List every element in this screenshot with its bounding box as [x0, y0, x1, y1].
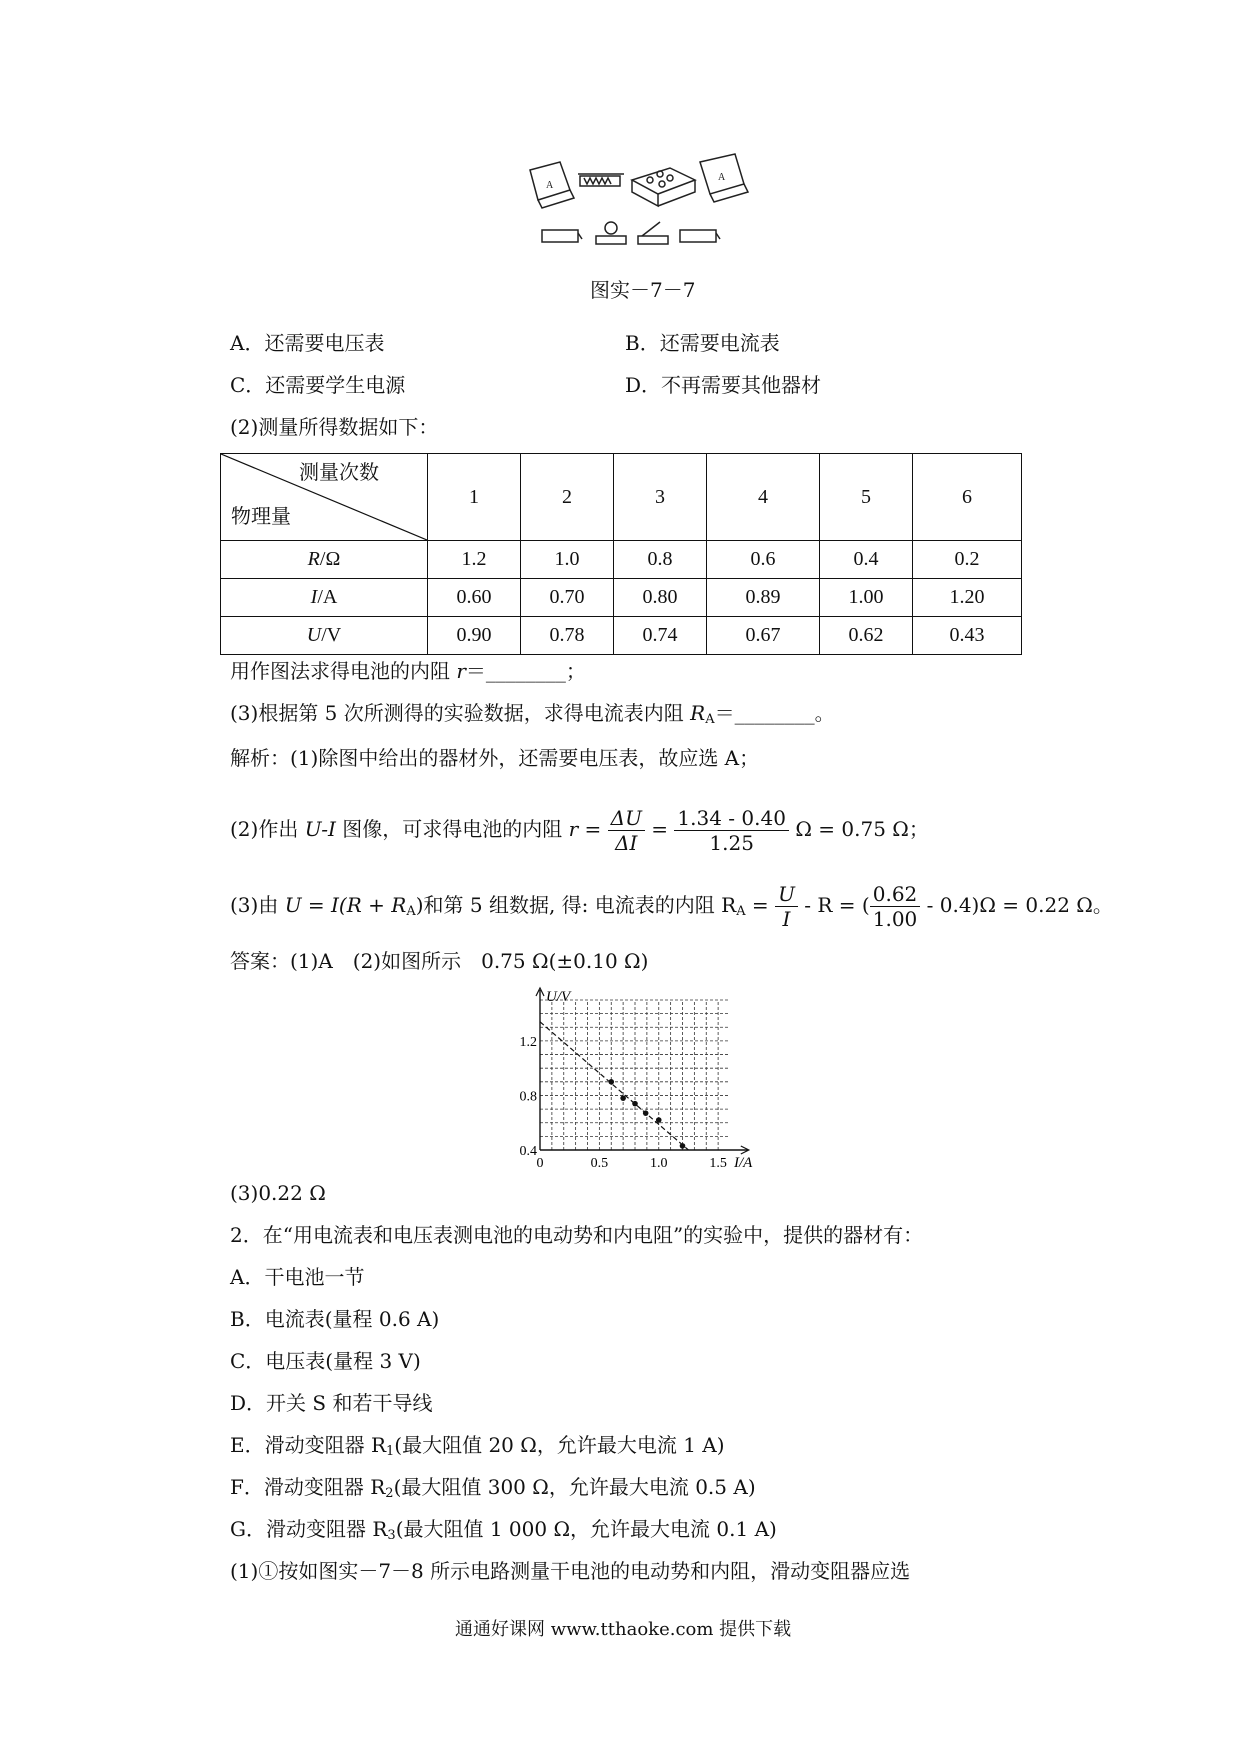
- table-cell: 1.2: [428, 541, 521, 579]
- table-cell: 0.2: [913, 541, 1022, 579]
- value-denominator: 1.25: [709, 831, 754, 855]
- sol2-eq: =: [578, 817, 608, 841]
- table-cell: 0.6: [707, 541, 820, 579]
- ammeter-icon: [530, 162, 574, 208]
- column-header: 5: [820, 454, 913, 541]
- answer-3: (3)0.22 Ω: [230, 1181, 326, 1205]
- q2-intro: (2)测量所得数据如下：: [230, 415, 439, 439]
- table-cell: 0.70: [521, 579, 614, 617]
- rheostat-sub: 3: [387, 1528, 396, 1543]
- rheostat-sub: 1: [386, 1444, 395, 1459]
- rheostat-sub: 2: [385, 1486, 394, 1501]
- delta-denominator: ΔI: [615, 831, 638, 855]
- q3-ask-text: (3)根据第 5 次所测得的实验数据，求得电流表内阻: [230, 701, 691, 725]
- equipment-b: B．电流表(量程 0.6 A): [230, 1307, 440, 1331]
- q3-ask: [230, 700, 835, 726]
- table-cell: 0.80: [614, 579, 707, 617]
- resistance-box-icon: [632, 168, 695, 206]
- ui-chart: [515, 985, 770, 1180]
- page-footer: 通通好课网 www.tthaoke.com 提供下载: [455, 1619, 792, 1640]
- x-tick-label: 1.5: [709, 1156, 727, 1171]
- q2-ask-var: r: [456, 659, 466, 683]
- equipment-c: C．电压表(量程 3 V): [230, 1349, 421, 1373]
- table-cell: 0.43: [913, 617, 1022, 655]
- table-cell: 0.74: [614, 617, 707, 655]
- figure-caption: 图实－7－7: [590, 278, 696, 302]
- column-header: 2: [521, 454, 614, 541]
- data-numerator: 0.62: [870, 882, 921, 907]
- data-point: [620, 1095, 626, 1101]
- value-fraction: [674, 806, 789, 855]
- x-axis-label: I/A: [734, 1155, 753, 1171]
- table-cell: 1.0: [521, 541, 614, 579]
- q2-ask-blank: ＝________；: [465, 659, 586, 683]
- column-header: 4: [707, 454, 820, 541]
- rheostat-icon: [578, 174, 624, 186]
- apparatus-illustration: [520, 150, 760, 260]
- option-b: B．还需要电流表: [625, 331, 780, 355]
- rheostat-label: F．滑动变阻器 R: [230, 1475, 386, 1499]
- ui-fraction: [775, 882, 798, 931]
- sol3-eq: =: [745, 893, 776, 917]
- data-point: [680, 1143, 686, 1149]
- switch-icon: [638, 222, 668, 244]
- table-cell: 0.78: [521, 617, 614, 655]
- row-unit: /V: [321, 624, 342, 646]
- table-cell: 0.90: [428, 617, 521, 655]
- question-2-part-1: (1)①按如图实－7－8 所示电路测量干电池的电动势和内阻，滑动变阻器应选: [230, 1559, 911, 1583]
- svg-text:A: A: [718, 172, 726, 183]
- table-cell: 0.89: [707, 579, 820, 617]
- corner-bottom-label: 物理量: [231, 506, 291, 528]
- solution-3: [230, 880, 1113, 931]
- table-row: [221, 617, 1022, 655]
- table-row: [221, 579, 1022, 617]
- sol2-r: r: [568, 817, 579, 841]
- delta-fraction: [608, 806, 645, 855]
- question-2-title: 2．在“用电流表和电压表测电池的电动势和内电阻”的实验中，提供的器材有：: [230, 1223, 924, 1247]
- solution-1: 解析：(1)除图中给出的器材外，还需要电压表，故应选 A；: [230, 746, 760, 770]
- sol3-text: (3)由: [230, 893, 285, 917]
- column-header: 3: [614, 454, 707, 541]
- delta-numerator: ΔU: [608, 806, 645, 831]
- equipment-a: A．干电池一节: [230, 1265, 365, 1289]
- sol3-r-sub: A: [736, 904, 746, 919]
- data-point: [632, 1101, 638, 1107]
- solution-2: [230, 804, 929, 855]
- table-cell: 0.60: [428, 579, 521, 617]
- q3-ask-var: R: [690, 701, 706, 725]
- rheostat-label: E．滑动变阻器 R: [230, 1433, 387, 1457]
- svg-text:A: A: [546, 180, 554, 191]
- data-point: [656, 1117, 662, 1123]
- cell-icon: [680, 230, 720, 242]
- row-quantity: I: [310, 586, 318, 608]
- rheostat-spec: (最大阻值 1 000 Ω，允许最大电流 0.1 A): [395, 1517, 777, 1541]
- voltmeter-icon: [700, 154, 748, 202]
- sol2-result: Ω = 0.75 Ω；: [788, 817, 929, 841]
- sol2-eq2: =: [644, 817, 675, 841]
- table-cell: 1.00: [820, 579, 913, 617]
- y-tick-label: 0.4: [519, 1144, 537, 1159]
- chart-grid: [540, 1000, 730, 1150]
- q2-ask: [230, 658, 586, 684]
- table-cell: 0.4: [820, 541, 913, 579]
- table-corner-cell: [221, 454, 428, 541]
- x-tick-label: 1.0: [650, 1156, 668, 1171]
- rheostat-label: G．滑动变阻器 R: [230, 1517, 388, 1541]
- equipment-g: [230, 1516, 777, 1542]
- y-axis-label: U/V: [546, 989, 571, 1005]
- data-denominator: 1.00: [872, 907, 918, 931]
- sol3-formula: U = I(R + R: [284, 893, 407, 917]
- battery-icon: [542, 230, 582, 242]
- row-header: [221, 617, 428, 655]
- sol3-result: - 0.4)Ω = 0.22 Ω。: [920, 893, 1113, 917]
- q3-ask-blank: ＝________。: [714, 701, 835, 725]
- q3-ask-sub: A: [705, 712, 715, 727]
- rheostat-spec: (最大阻值 300 Ω，允许最大电流 0.5 A): [393, 1475, 756, 1499]
- table-cell: 0.62: [820, 617, 913, 655]
- lamp-icon: [596, 222, 626, 244]
- data-point: [643, 1110, 649, 1116]
- row-quantity: R: [307, 548, 320, 570]
- equipment-f: [230, 1474, 756, 1500]
- table-cell: 0.8: [614, 541, 707, 579]
- column-header: 6: [913, 454, 1022, 541]
- sol3-minus: - R = (: [797, 893, 870, 917]
- sol3-formula-sub: A: [406, 904, 416, 919]
- q2-ask-text: 用作图法求得电池的内阻: [230, 659, 457, 683]
- corner-top-label: 测量次数: [299, 462, 379, 484]
- rheostat-spec: (最大阻值 20 Ω，允许最大电流 1 A): [394, 1433, 725, 1457]
- option-c: C．还需要学生电源: [230, 373, 406, 397]
- option-a: A．还需要电压表: [230, 331, 385, 355]
- ui-numerator: U: [775, 882, 798, 907]
- table-row: [221, 541, 1022, 579]
- chart-axes: [536, 988, 749, 1154]
- x-tick-label: 0: [536, 1156, 544, 1171]
- sol3-formula-close: ): [415, 893, 424, 917]
- sol2-text: (2)作出: [230, 817, 305, 841]
- y-tick-label: 0.8: [519, 1089, 537, 1105]
- row-header: [221, 541, 428, 579]
- column-header: 1: [428, 454, 521, 541]
- answer-line: 答案：(1)A (2)如图所示 0.75 Ω(±0.10 Ω): [230, 949, 649, 973]
- option-d: D．不再需要其他器材: [625, 373, 822, 397]
- ui-denominator: I: [782, 907, 791, 931]
- data-point: [608, 1079, 614, 1085]
- row-unit: /A: [317, 586, 338, 608]
- row-quantity: U: [306, 624, 322, 646]
- data-fraction: [870, 882, 921, 931]
- sol2-ui: U-I: [304, 817, 336, 841]
- data-table: [220, 453, 1022, 655]
- y-tick-label: 1.2: [519, 1034, 537, 1050]
- equipment-e: [230, 1432, 725, 1458]
- row-header: [221, 579, 428, 617]
- table-cell: 1.20: [913, 579, 1022, 617]
- row-unit: /Ω: [319, 548, 341, 570]
- x-tick-label: 0.5: [590, 1156, 609, 1171]
- table-cell: 0.67: [707, 617, 820, 655]
- equipment-d: D．开关 S 和若干导线: [230, 1391, 433, 1415]
- sol2-text-mid: 图像，可求得电池的内阻: [335, 817, 569, 841]
- sol3-text-mid: 和第 5 组数据, 得: 电流表的内阻 R: [423, 893, 737, 917]
- value-numerator: 1.34 - 0.40: [674, 806, 789, 831]
